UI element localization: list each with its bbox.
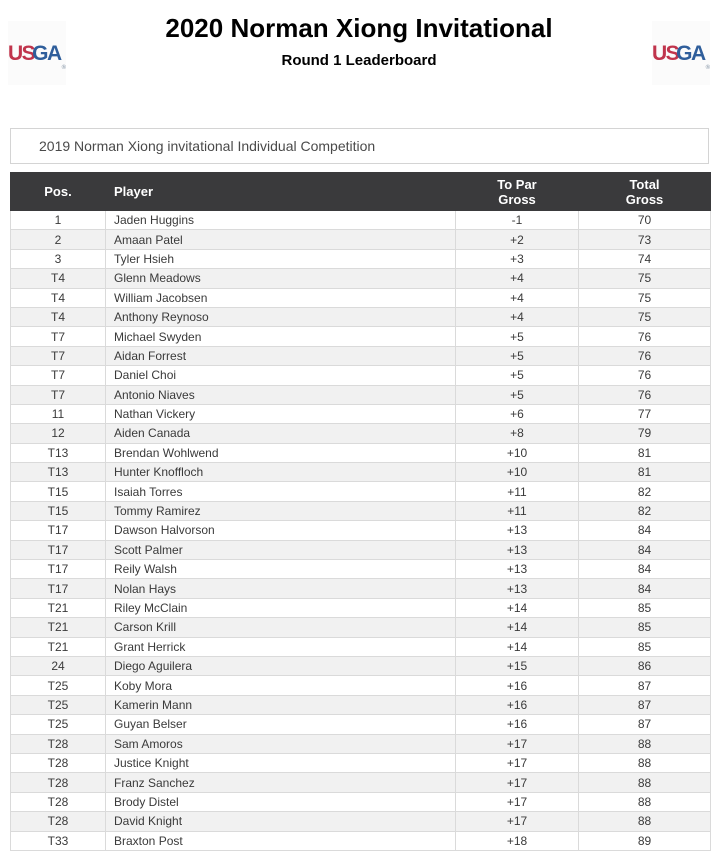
column-header-pos: Pos. [11, 173, 106, 211]
total-cell: 87 [579, 715, 711, 734]
usga-logo-right [652, 21, 710, 85]
pos-cell: T17 [11, 540, 106, 559]
total-cell: 73 [579, 230, 711, 249]
player-cell: Nolan Hays [106, 579, 456, 598]
player-cell: Daniel Choi [106, 366, 456, 385]
registered-trademark-icon: ® [61, 65, 67, 71]
table-row [11, 521, 711, 540]
pos-cell: T15 [11, 501, 106, 520]
total-cell: 75 [579, 288, 711, 307]
column-header-to-par-gross [456, 173, 579, 211]
to-par-cell: +6 [456, 404, 579, 423]
to-par-cell: +4 [456, 288, 579, 307]
column-header-player: Player [106, 173, 456, 211]
usga-logo-ga-text: GA [32, 41, 61, 65]
table-row [11, 598, 711, 617]
table-row [11, 773, 711, 792]
page-subtitle: Round 1 Leaderboard [281, 51, 437, 69]
pos-cell: T7 [11, 385, 106, 404]
pos-cell: T28 [11, 753, 106, 772]
table-row [11, 288, 711, 307]
player-cell: Antonio Niaves [106, 385, 456, 404]
column-header-total-gross [579, 173, 711, 211]
pos-cell: T21 [11, 598, 106, 617]
pos-cell: T15 [11, 482, 106, 501]
to-par-cell: -1 [456, 211, 579, 230]
pos-cell: T13 [11, 463, 106, 482]
player-cell: Hunter Knoffloch [106, 463, 456, 482]
player-cell: Brendan Wohlwend [106, 443, 456, 462]
total-cell: 88 [579, 753, 711, 772]
pos-cell: 3 [11, 249, 106, 268]
page-title: 2020 Norman Xiong Invitational [165, 13, 553, 43]
usga-logo-ga-text: GA [676, 41, 705, 65]
pos-cell: T4 [11, 307, 106, 326]
player-cell: William Jacobsen [106, 288, 456, 307]
player-cell: Jaden Huggins [106, 211, 456, 230]
total-cell: 84 [579, 579, 711, 598]
player-cell: Kamerin Mann [106, 695, 456, 714]
player-cell: Sam Amoros [106, 734, 456, 753]
player-cell: Glenn Meadows [106, 269, 456, 288]
table-row [11, 211, 711, 230]
page-header [0, 0, 718, 128]
to-par-cell: +17 [456, 734, 579, 753]
to-par-cell: +5 [456, 327, 579, 346]
total-cell: 70 [579, 211, 711, 230]
total-cell: 84 [579, 521, 711, 540]
total-cell: 74 [579, 249, 711, 268]
total-cell: 76 [579, 346, 711, 365]
pos-cell: T21 [11, 618, 106, 637]
to-par-cell: +14 [456, 598, 579, 617]
to-par-cell: +17 [456, 812, 579, 831]
pos-cell: T28 [11, 734, 106, 753]
table-row [11, 618, 711, 637]
pos-cell: T7 [11, 346, 106, 365]
pos-cell: 1 [11, 211, 106, 230]
to-par-cell: +15 [456, 656, 579, 675]
total-cell: 82 [579, 482, 711, 501]
pos-cell: 11 [11, 404, 106, 423]
pos-cell: T17 [11, 560, 106, 579]
pos-cell: T4 [11, 269, 106, 288]
to-par-cell: +13 [456, 521, 579, 540]
player-cell: Braxton Post [106, 831, 456, 850]
total-cell: 76 [579, 327, 711, 346]
table-row [11, 346, 711, 365]
total-cell: 85 [579, 637, 711, 656]
to-par-cell: +3 [456, 249, 579, 268]
total-cell: 89 [579, 831, 711, 850]
player-cell: Guyan Belser [106, 715, 456, 734]
to-par-cell: +14 [456, 618, 579, 637]
leaderboard-header-row [11, 173, 711, 211]
player-cell: Diego Aguilera [106, 656, 456, 675]
player-cell: David Knight [106, 812, 456, 831]
to-par-cell: +16 [456, 695, 579, 714]
column-header-total-line2: Gross [625, 191, 664, 207]
total-cell: 85 [579, 598, 711, 617]
total-cell: 75 [579, 307, 711, 326]
table-row [11, 404, 711, 423]
pos-cell: T17 [11, 521, 106, 540]
table-row [11, 307, 711, 326]
table-row [11, 637, 711, 656]
leaderboard-body [11, 211, 711, 851]
table-row [11, 249, 711, 268]
pos-cell: T28 [11, 773, 106, 792]
player-cell: Scott Palmer [106, 540, 456, 559]
table-row [11, 482, 711, 501]
player-cell: Aiden Canada [106, 424, 456, 443]
total-cell: 88 [579, 792, 711, 811]
pos-cell: T28 [11, 792, 106, 811]
to-par-cell: +17 [456, 753, 579, 772]
to-par-cell: +18 [456, 831, 579, 850]
pos-cell: 12 [11, 424, 106, 443]
to-par-cell: +4 [456, 307, 579, 326]
player-cell: Grant Herrick [106, 637, 456, 656]
table-row [11, 230, 711, 249]
total-cell: 85 [579, 618, 711, 637]
total-cell: 87 [579, 676, 711, 695]
to-par-cell: +17 [456, 792, 579, 811]
total-cell: 81 [579, 443, 711, 462]
pos-cell: T21 [11, 637, 106, 656]
player-cell: Tyler Hsieh [106, 249, 456, 268]
player-cell: Tommy Ramirez [106, 501, 456, 520]
table-row [11, 656, 711, 675]
to-par-cell: +14 [456, 637, 579, 656]
player-cell: Brody Distel [106, 792, 456, 811]
table-row [11, 715, 711, 734]
table-row [11, 812, 711, 831]
to-par-cell: +13 [456, 560, 579, 579]
player-cell: Riley McClain [106, 598, 456, 617]
table-row [11, 463, 711, 482]
player-cell: Nathan Vickery [106, 404, 456, 423]
pos-cell: T28 [11, 812, 106, 831]
total-cell: 75 [579, 269, 711, 288]
to-par-cell: +13 [456, 540, 579, 559]
total-cell: 84 [579, 560, 711, 579]
table-row [11, 443, 711, 462]
total-cell: 77 [579, 404, 711, 423]
column-header-total-line1: Total [629, 176, 660, 192]
table-row [11, 560, 711, 579]
registered-trademark-icon: ® [705, 65, 711, 71]
pos-cell: T13 [11, 443, 106, 462]
total-cell: 88 [579, 773, 711, 792]
pos-cell: T25 [11, 695, 106, 714]
total-cell: 81 [579, 463, 711, 482]
player-cell: Isaiah Torres [106, 482, 456, 501]
table-row [11, 269, 711, 288]
total-cell: 84 [579, 540, 711, 559]
pos-cell: 24 [11, 656, 106, 675]
competition-title-bar [10, 128, 709, 164]
total-cell: 88 [579, 734, 711, 753]
player-cell: Koby Mora [106, 676, 456, 695]
table-row [11, 424, 711, 443]
to-par-cell: +5 [456, 346, 579, 365]
player-cell: Aidan Forrest [106, 346, 456, 365]
table-row [11, 734, 711, 753]
pos-cell: T17 [11, 579, 106, 598]
usga-logo-left [8, 21, 66, 85]
to-par-cell: +17 [456, 773, 579, 792]
to-par-cell: +11 [456, 501, 579, 520]
player-cell: Justice Knight [106, 753, 456, 772]
to-par-cell: +13 [456, 579, 579, 598]
total-cell: 82 [579, 501, 711, 520]
to-par-cell: +10 [456, 463, 579, 482]
table-row [11, 540, 711, 559]
title-block [0, 0, 718, 69]
total-cell: 86 [579, 656, 711, 675]
usga-logo-us-text: US [7, 41, 35, 65]
table-row [11, 385, 711, 404]
table-row [11, 676, 711, 695]
player-cell: Amaan Patel [106, 230, 456, 249]
column-header-to-par-line1: To Par [497, 176, 537, 192]
leaderboard-table [10, 172, 711, 851]
total-cell: 76 [579, 385, 711, 404]
table-row [11, 831, 711, 850]
table-row [11, 366, 711, 385]
to-par-cell: +5 [456, 366, 579, 385]
table-row [11, 695, 711, 714]
pos-cell: T7 [11, 327, 106, 346]
total-cell: 76 [579, 366, 711, 385]
to-par-cell: +8 [456, 424, 579, 443]
pos-cell: T25 [11, 676, 106, 695]
table-row [11, 501, 711, 520]
player-cell: Reily Walsh [106, 560, 456, 579]
to-par-cell: +2 [456, 230, 579, 249]
total-cell: 79 [579, 424, 711, 443]
player-cell: Franz Sanchez [106, 773, 456, 792]
competition-title-label: 2019 Norman Xiong invitational Individual Competition [39, 138, 376, 154]
to-par-cell: +4 [456, 269, 579, 288]
player-cell: Carson Krill [106, 618, 456, 637]
player-cell: Michael Swyden [106, 327, 456, 346]
table-row [11, 753, 711, 772]
total-cell: 88 [579, 812, 711, 831]
to-par-cell: +5 [456, 385, 579, 404]
table-row [11, 327, 711, 346]
pos-cell: T33 [11, 831, 106, 850]
to-par-cell: +10 [456, 443, 579, 462]
column-header-to-par-line2: Gross [498, 191, 536, 207]
to-par-cell: +11 [456, 482, 579, 501]
pos-cell: T4 [11, 288, 106, 307]
table-row [11, 792, 711, 811]
player-cell: Anthony Reynoso [106, 307, 456, 326]
usga-logo-us-text: US [651, 41, 679, 65]
player-cell: Dawson Halvorson [106, 521, 456, 540]
table-row [11, 579, 711, 598]
to-par-cell: +16 [456, 676, 579, 695]
pos-cell: T7 [11, 366, 106, 385]
pos-cell: 2 [11, 230, 106, 249]
to-par-cell: +16 [456, 715, 579, 734]
pos-cell: T25 [11, 715, 106, 734]
total-cell: 87 [579, 695, 711, 714]
